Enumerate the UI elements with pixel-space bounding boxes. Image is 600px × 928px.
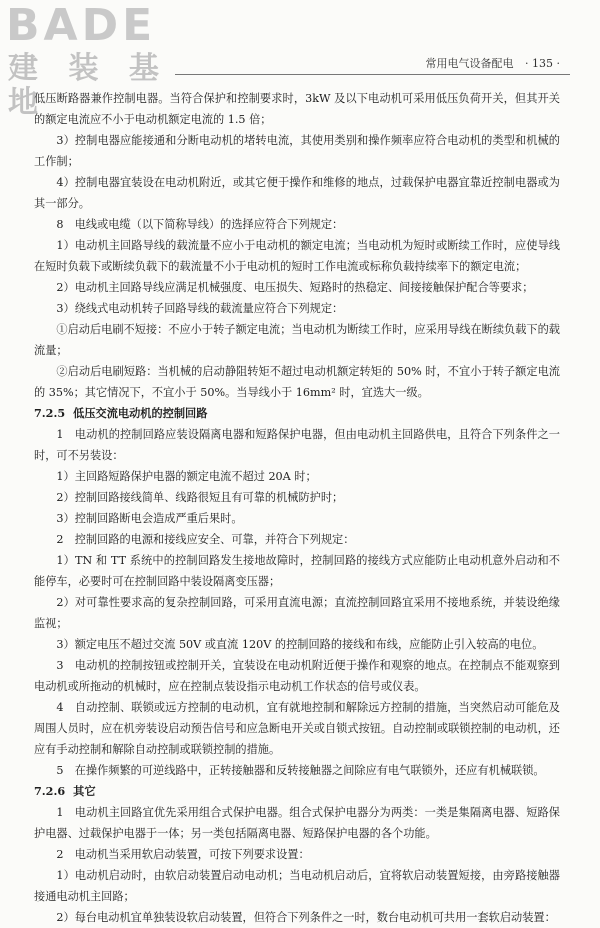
section-number: 7.2.6 bbox=[34, 784, 66, 798]
body-paragraph: 1）电动机启动时，由软启动装置启动电动机；当电动机启动后，宜将软启动装置短接，由旁路接触器接通电动机主回路； bbox=[34, 869, 560, 903]
body-paragraph: 4 自动控制、联锁或远方控制的电动机，宜有就地控制和解除远方控制的措施，当突然启动可能危及周围人员时，应在机旁装设启动预告信号和应急断电开关或自锁式按钮。自动控制或联锁控制的电动机，还应有手动控制和解除自动控制或联锁控制的措施。 bbox=[34, 701, 560, 756]
page-number: · 135 · bbox=[525, 57, 560, 70]
logo-latin-text: BADE bbox=[6, 0, 157, 51]
body-paragraph: 8 电线或电缆（以下简称导线）的选择应符合下列规定： bbox=[56, 218, 344, 231]
body-paragraph: 3）额定电压不超过交流 50V 或直流 120V 的控制回路的接线和布线，应能防止引入较高的电位。 bbox=[56, 638, 544, 651]
section-number: 7.2.5 bbox=[34, 406, 66, 420]
body-paragraph: 1）主回路短路保护电器的额定电流不超过 20A 时； bbox=[56, 470, 317, 483]
section-title: 低压交流电动机的控制回路 bbox=[73, 406, 208, 420]
body-paragraph: 2 电动机当采用软启动装置，可按下列要求设置： bbox=[56, 848, 310, 861]
logo-chinese-text: 建 装 基 地 bbox=[8, 51, 169, 120]
body-paragraph: 2）控制回路接线简单、线路很短且有可靠的机械防护时； bbox=[56, 491, 344, 504]
continued-paragraph: 低压断路器兼作控制电器。当符合保护和控制要求时，3kW 及以下电动机可采用低压负荷开关，但其开关的额定电流应不小于电动机额定电流的 1.5 倍； bbox=[34, 92, 560, 126]
body-paragraph: 1 电动机的控制回路应装设隔离电器和短路保护电器，但由电动机主回路供电，且符合下列条件之一时，可不另装设： bbox=[34, 428, 560, 462]
body-paragraph: ①启动后电刷不短接：不应小于转子额定电流；当电动机为断续工作时，应采用导线在断续负载下的载流量； bbox=[34, 323, 560, 357]
header-title: 常用电气设备配电 bbox=[425, 57, 514, 70]
body-paragraph: 3）绕线式电动机转子回路导线的载流量应符合下列规定： bbox=[56, 302, 344, 315]
section-title: 其它 bbox=[73, 784, 96, 798]
body-paragraph: 1 电动机主回路宜优先采用组合式保护电器。组合式保护电器分为两类：一类是集隔离电器、短路保护电器、过载保护电器于一体；另一类包括隔离电器、短路保护电器的各个功能。 bbox=[34, 806, 560, 840]
body-paragraph: 2）每台电动机宜单独装设软启动装置，但符合下列条件之一时，数台电动机可共用一套软启动装置： bbox=[56, 911, 556, 924]
body-paragraph: 2 控制回路的电源和接线应安全、可靠，并符合下列规定： bbox=[56, 533, 355, 546]
body-paragraph: 1）电动机主回路导线的载流量不应小于电动机的额定电流；当电动机为短时或断续工作时，应使导线在短时负载下或断续负载下的载流量不小于电动机的短时工作电流或标称负载持续率下的额定电流； bbox=[34, 239, 560, 273]
body-paragraph: 2）电动机主回路导线应满足机械强度、电压损失、短路时的热稳定、间接接触保护配合等要求； bbox=[56, 281, 534, 294]
page-body bbox=[34, 88, 560, 928]
section-heading bbox=[34, 403, 560, 424]
body-paragraph: 1）TN 和 TT 系统中的控制回路发生接地故障时，控制回路的接线方式应能防止电动机意外启动和不能停车，必要时可在控制回路中装设隔离变压器； bbox=[34, 554, 560, 588]
body-paragraph: 2）对可靠性要求高的复杂控制回路，可采用直流电源；直流控制回路宜采用不接地系统，并装设绝缘监视； bbox=[34, 596, 560, 630]
body-paragraph: 3）控制回路断电会造成严重后果时。 bbox=[56, 512, 243, 525]
body-paragraph: 3 电动机的控制按钮或控制开关，宜装设在电动机附近便于操作和观察的地点。在控制点不能观察到电动机或所拖动的机械时，应在控制点装设指示电动机工作状态的信号或仪表。 bbox=[34, 659, 560, 693]
publisher-logo bbox=[6, 0, 176, 120]
running-header bbox=[418, 55, 560, 71]
body-paragraph: 5 在操作频繁的可逆线路中，正转接触器和反转接触器之间除应有电气联锁外，还应有机械联锁。 bbox=[56, 764, 545, 777]
section-heading bbox=[34, 781, 560, 802]
body-paragraph: 4）控制电器宜装设在电动机附近，或其它便于操作和维修的地点，过载保护电器宜靠近控制电器或为其一部分。 bbox=[34, 176, 560, 210]
body-paragraph: ②启动后电刷短路：当机械的启动静阻转矩不超过电动机额定转矩的 50% 时，不宜小于转子额定电流的 35%；其它情况下，不宜小于 50%。当导线小于 16mm² 时，宜选大一级。 bbox=[34, 365, 560, 399]
body-paragraph: 3）控制电器应能接通和分断电动机的堵转电流，其使用类别和操作频率应符合电动机的类型和机械的工作制； bbox=[34, 134, 560, 168]
header-rule bbox=[175, 74, 570, 75]
